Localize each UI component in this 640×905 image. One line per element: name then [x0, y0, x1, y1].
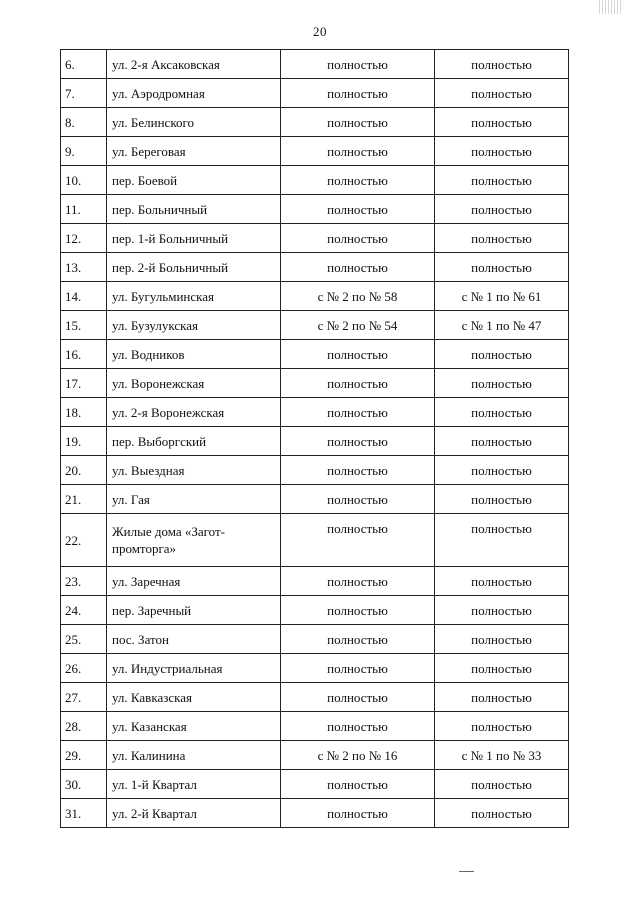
- even-houses-cell: полностью: [281, 625, 435, 654]
- row-number-cell: 20.: [61, 456, 107, 485]
- row-number-cell: 18.: [61, 398, 107, 427]
- odd-houses-cell: с № 1 по № 47: [435, 311, 569, 340]
- row-number-cell: 11.: [61, 195, 107, 224]
- row-number-cell: 8.: [61, 108, 107, 137]
- table-row: [61, 224, 569, 253]
- row-number-cell: 9.: [61, 137, 107, 166]
- even-houses-cell: полностью: [281, 398, 435, 427]
- table-row: [61, 514, 569, 567]
- row-number-cell: 7.: [61, 79, 107, 108]
- odd-houses-cell: полностью: [435, 770, 569, 799]
- odd-houses-cell: полностью: [435, 195, 569, 224]
- odd-houses-cell: полностью: [435, 654, 569, 683]
- row-number-cell: 17.: [61, 369, 107, 398]
- even-houses-cell: полностью: [281, 166, 435, 195]
- even-houses-cell: полностью: [281, 369, 435, 398]
- even-houses-cell: с № 2 по № 54: [281, 311, 435, 340]
- street-name-cell: пер. 2-й Больничный: [107, 253, 281, 282]
- page-number: 20: [313, 24, 327, 39]
- street-name-cell: ул. 2-я Воронежская: [107, 398, 281, 427]
- row-number-cell: 23.: [61, 567, 107, 596]
- table-row: [61, 741, 569, 770]
- even-houses-cell: полностью: [281, 485, 435, 514]
- table-row: [61, 485, 569, 514]
- even-houses-cell: полностью: [281, 514, 435, 567]
- table-row: [61, 799, 569, 828]
- odd-houses-cell: полностью: [435, 683, 569, 712]
- odd-houses-cell: полностью: [435, 485, 569, 514]
- street-name-cell: ул. Заречная: [107, 567, 281, 596]
- table-row: [61, 311, 569, 340]
- row-number-cell: 22.: [61, 514, 107, 567]
- even-houses-cell: полностью: [281, 340, 435, 369]
- row-number-cell: 15.: [61, 311, 107, 340]
- odd-houses-cell: полностью: [435, 514, 569, 567]
- street-name-cell: ул. Воронежская: [107, 369, 281, 398]
- table-row: [61, 683, 569, 712]
- table-row: [61, 369, 569, 398]
- odd-houses-cell: полностью: [435, 456, 569, 485]
- row-number-cell: 10.: [61, 166, 107, 195]
- even-houses-cell: полностью: [281, 456, 435, 485]
- even-houses-cell: полностью: [281, 50, 435, 79]
- row-number-cell: 28.: [61, 712, 107, 741]
- row-number-cell: 24.: [61, 596, 107, 625]
- even-houses-cell: полностью: [281, 137, 435, 166]
- odd-houses-cell: полностью: [435, 712, 569, 741]
- even-houses-cell: полностью: [281, 799, 435, 828]
- odd-houses-cell: с № 1 по № 33: [435, 741, 569, 770]
- table-row: [61, 770, 569, 799]
- even-houses-cell: полностью: [281, 654, 435, 683]
- street-name-cell: ул. Выездная: [107, 456, 281, 485]
- odd-houses-cell: с № 1 по № 61: [435, 282, 569, 311]
- table-row: [61, 567, 569, 596]
- odd-houses-cell: полностью: [435, 137, 569, 166]
- even-houses-cell: полностью: [281, 712, 435, 741]
- even-houses-cell: полностью: [281, 79, 435, 108]
- row-number-cell: 30.: [61, 770, 107, 799]
- odd-houses-cell: полностью: [435, 253, 569, 282]
- street-name-cell: ул. 2-я Аксаковская: [107, 50, 281, 79]
- table-row: [61, 654, 569, 683]
- table-row: [61, 456, 569, 485]
- odd-houses-cell: полностью: [435, 50, 569, 79]
- scan-corner-mark: [599, 0, 621, 14]
- row-number-cell: 29.: [61, 741, 107, 770]
- street-name-cell: ул. Кавказская: [107, 683, 281, 712]
- table-row: [61, 282, 569, 311]
- street-name-cell: ул. Бугульминская: [107, 282, 281, 311]
- street-name-cell: пер. Заречный: [107, 596, 281, 625]
- street-name-cell: ул. 1-й Квартал: [107, 770, 281, 799]
- odd-houses-cell: полностью: [435, 625, 569, 654]
- street-name-cell: ул. Индустриальная: [107, 654, 281, 683]
- row-number-cell: 13.: [61, 253, 107, 282]
- odd-houses-cell: полностью: [435, 398, 569, 427]
- even-houses-cell: с № 2 по № 16: [281, 741, 435, 770]
- row-number-cell: 12.: [61, 224, 107, 253]
- street-name-cell: ул. Береговая: [107, 137, 281, 166]
- even-houses-cell: полностью: [281, 224, 435, 253]
- row-number-cell: 21.: [61, 485, 107, 514]
- row-number-cell: 19.: [61, 427, 107, 456]
- row-number-cell: 26.: [61, 654, 107, 683]
- row-number-cell: 25.: [61, 625, 107, 654]
- table-row: [61, 79, 569, 108]
- odd-houses-cell: полностью: [435, 596, 569, 625]
- odd-houses-cell: полностью: [435, 166, 569, 195]
- odd-houses-cell: полностью: [435, 224, 569, 253]
- odd-houses-cell: полностью: [435, 567, 569, 596]
- row-number-cell: 6.: [61, 50, 107, 79]
- even-houses-cell: с № 2 по № 58: [281, 282, 435, 311]
- street-name-cell: пер. 1-й Больничный: [107, 224, 281, 253]
- odd-houses-cell: полностью: [435, 799, 569, 828]
- even-houses-cell: полностью: [281, 427, 435, 456]
- table-row: [61, 137, 569, 166]
- street-name-cell: пер. Выборгский: [107, 427, 281, 456]
- street-name-cell: ул. Гая: [107, 485, 281, 514]
- odd-houses-cell: полностью: [435, 369, 569, 398]
- odd-houses-cell: полностью: [435, 427, 569, 456]
- street-name-cell: ул. 2-й Квартал: [107, 799, 281, 828]
- address-table-body: [61, 50, 569, 828]
- table-row: [61, 50, 569, 79]
- odd-houses-cell: полностью: [435, 108, 569, 137]
- table-row: [61, 195, 569, 224]
- even-houses-cell: полностью: [281, 253, 435, 282]
- street-name-cell: пер. Больничный: [107, 195, 281, 224]
- table-row: [61, 340, 569, 369]
- odd-houses-cell: полностью: [435, 79, 569, 108]
- odd-houses-cell: полностью: [435, 340, 569, 369]
- row-number-cell: 16.: [61, 340, 107, 369]
- even-houses-cell: полностью: [281, 683, 435, 712]
- scan-mark: [459, 871, 474, 872]
- street-name-cell: ул. Аэродромная: [107, 79, 281, 108]
- street-name-cell: ул. Водников: [107, 340, 281, 369]
- table-row: [61, 108, 569, 137]
- street-name-cell: пос. Затон: [107, 625, 281, 654]
- even-houses-cell: полностью: [281, 770, 435, 799]
- table-row: [61, 712, 569, 741]
- table-row: [61, 166, 569, 195]
- table-row: [61, 596, 569, 625]
- street-name-cell: ул. Белинского: [107, 108, 281, 137]
- street-name-cell: пер. Боевой: [107, 166, 281, 195]
- street-name-cell: ул. Казанская: [107, 712, 281, 741]
- even-houses-cell: полностью: [281, 108, 435, 137]
- even-houses-cell: полностью: [281, 567, 435, 596]
- even-houses-cell: полностью: [281, 596, 435, 625]
- street-name-cell: ул. Калинина: [107, 741, 281, 770]
- street-name-cell: Жилые дома «Загот-промторга»: [107, 514, 281, 567]
- row-number-cell: 14.: [61, 282, 107, 311]
- street-name-cell: ул. Бузулукская: [107, 311, 281, 340]
- table-row: [61, 398, 569, 427]
- row-number-cell: 31.: [61, 799, 107, 828]
- table-row: [61, 427, 569, 456]
- address-table: [60, 49, 569, 828]
- table-row: [61, 625, 569, 654]
- row-number-cell: 27.: [61, 683, 107, 712]
- even-houses-cell: полностью: [281, 195, 435, 224]
- table-row: [61, 253, 569, 282]
